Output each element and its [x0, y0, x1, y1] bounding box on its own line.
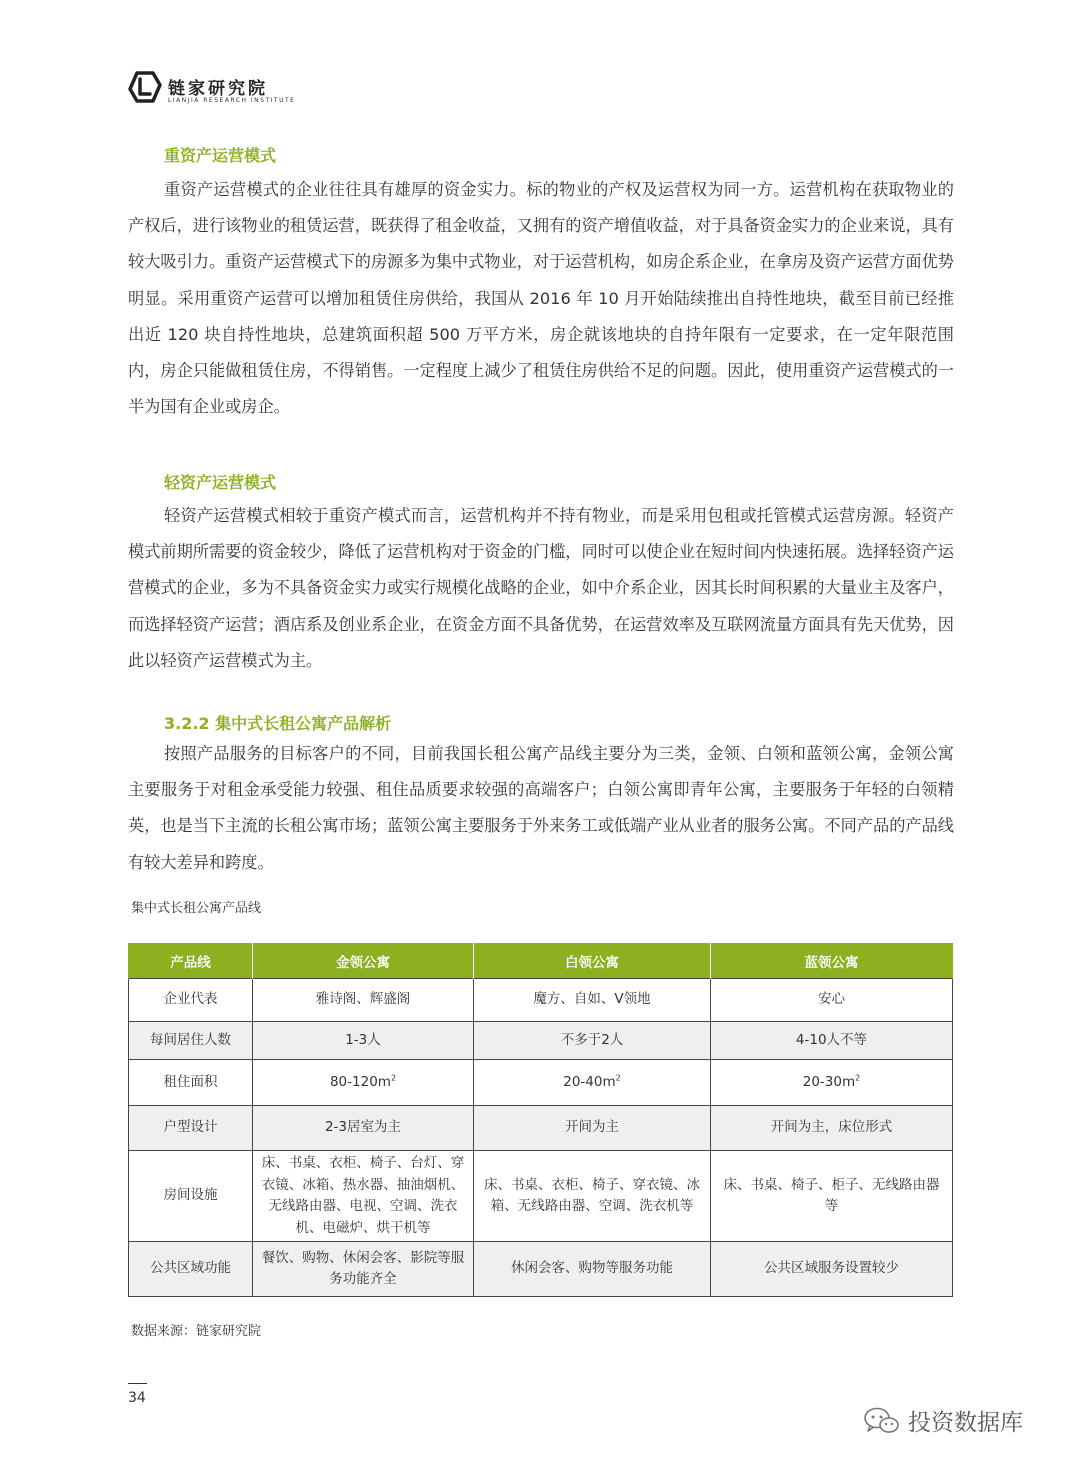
- table-row: [129, 1151, 953, 1242]
- table-cell: 床、书桌、衣柜、椅子、台灯、穿衣镜、冰箱、热水器、抽油烟机、无线路由器、电视、空调、洗衣机、电磁炉、烘干机等: [253, 1151, 474, 1242]
- table-row: [129, 1022, 953, 1060]
- page-number: 34: [128, 1390, 146, 1406]
- table-cell: 2-3居室为主: [253, 1106, 474, 1151]
- area-value: 20-40m: [563, 1073, 616, 1090]
- heavy-asset-heading: 重资产运营模式: [164, 146, 277, 165]
- table-cell: [474, 1060, 711, 1106]
- table-cell: 不多于2人: [474, 1022, 711, 1060]
- table-cell: 餐饮、购物、休闲会客、影院等服务功能齐全: [253, 1242, 474, 1297]
- product-line-table: [128, 943, 953, 1297]
- page-number-rule: [128, 1383, 147, 1384]
- lianjia-logo-icon: [128, 70, 162, 106]
- data-source-note: 数据来源：链家研究院: [131, 1324, 262, 1339]
- table-cell: 魔方、自如、V领地: [474, 979, 711, 1022]
- table-cell: 雅诗阁、辉盛阁: [253, 979, 474, 1022]
- row-label: 公共区域功能: [129, 1242, 253, 1297]
- table-cell: 开间为主: [474, 1106, 711, 1151]
- table-cell: 4-10人不等: [711, 1022, 953, 1060]
- table-row: [129, 1060, 953, 1106]
- table-cell: 床、书桌、衣柜、椅子、穿衣镜、冰箱、无线路由器、空调、洗衣机等: [474, 1151, 711, 1242]
- lianjia-logo: [128, 70, 328, 110]
- light-asset-heading: 轻资产运营模式: [164, 473, 277, 492]
- table-row: [129, 1106, 953, 1151]
- analysis-paragraph: 按照产品服务的目标客户的不同，目前我国长租公寓产品线主要分为三类，金领、白领和蓝领公寓，金领公寓主要服务于对租金承受能力较强、租住品质要求较强的高端客户；白领公寓即青年公寓，主要服务于年轻的白领精英，也是当下主流的长租公寓市场；蓝领公寓主要服务于外来务工或低端产业从业者的服务公寓。不同产品的产品线有较大差异和跨度。: [128, 744, 954, 872]
- header-product-line: 产品线: [129, 943, 253, 979]
- area-value: 80-120m: [329, 1073, 391, 1090]
- row-label: 租住面积: [129, 1060, 253, 1106]
- analysis-heading: 3.2.2 集中式长租公寓产品解析: [164, 714, 392, 733]
- watermark-text: 投资数据库: [908, 1410, 1023, 1436]
- table-cell: 休闲会客、购物等服务功能: [474, 1242, 711, 1297]
- header-blue-collar: 蓝领公寓: [711, 943, 953, 979]
- area-unit-sup: 2: [615, 1073, 621, 1083]
- table-caption: 集中式长租公寓产品线: [131, 901, 262, 916]
- watermark: [862, 1402, 1052, 1438]
- table-row: [129, 1242, 953, 1297]
- table-row: [129, 979, 953, 1022]
- logo-title: 链家研究院: [168, 79, 268, 99]
- table-cell: 开间为主，床位形式: [711, 1106, 953, 1151]
- table-cell: [253, 1060, 474, 1106]
- area-unit-sup: 2: [390, 1073, 397, 1083]
- table-header-row: [129, 943, 953, 979]
- row-label: 企业代表: [129, 979, 253, 1022]
- header-white-collar: 白领公寓: [474, 943, 711, 979]
- table-cell: 床、书桌、椅子、柜子、无线路由器等: [711, 1151, 953, 1242]
- header-gold-collar: 金领公寓: [253, 943, 474, 979]
- row-label: 户型设计: [129, 1106, 253, 1151]
- light-asset-paragraph: 轻资产运营模式相较于重资产模式而言，运营机构并不持有物业，而是采用包租或托管模式运营房源。轻资产模式前期所需要的资金较少，降低了运营机构对于资金的门槛，同时可以使企业在短时间内快速拓展。选择轻资产运营模式的企业，多为不具备资金实力或实行规模化战略的企业，如中介系企业，因其长时间积累的大量业主及客户，而选择轻资产运营；酒店系及创业系企业，在资金方面不具备优势，在运营效率及互联网流量方面具有先天优势，因此以轻资产运营模式为主。: [128, 506, 954, 670]
- area-value: 20-30m: [802, 1073, 856, 1090]
- row-label: 房间设施: [129, 1151, 253, 1242]
- heavy-asset-paragraph: 重资产运营模式的企业往往具有雄厚的资金实力。标的物业的产权及运营权为同一方。运营机构在获取物业的产权后，进行该物业的租赁运营，既获得了租金收益，又拥有的资产增值收益，对于具备资金实力的企业来说，具有较大吸引力。重资产运营模式下的房源多为集中式物业，对于运营机构，如房企系企业，在拿房及资产运营方面优势明显。采用重资产运营可以增加租赁住房供给，我国从 2016 年 10 月开始陆续推出自持性地块，截至目前已经推出近 120 块自持性地块，总建筑面积超 500 万平方米，房企就该地块的自持年限有一定要求，在一定年限范围内，房企只能做租赁住房，不得销售。一定程度上减少了租赁住房供给不足的问题。因此，使用重资产运营模式的一半为国有企业或房企。: [128, 180, 954, 417]
- table-cell: 安心: [711, 979, 953, 1022]
- table-cell: [711, 1060, 953, 1106]
- row-label: 每间居住人数: [129, 1022, 253, 1060]
- table-cell: 公共区域服务设置较少: [711, 1242, 953, 1297]
- area-unit-sup: 2: [855, 1073, 861, 1083]
- wechat-icon: [862, 1406, 902, 1436]
- logo-subtitle: LIANJIA RESEARCH INSTITUTE: [168, 97, 296, 104]
- table-cell: 1-3人: [253, 1022, 474, 1060]
